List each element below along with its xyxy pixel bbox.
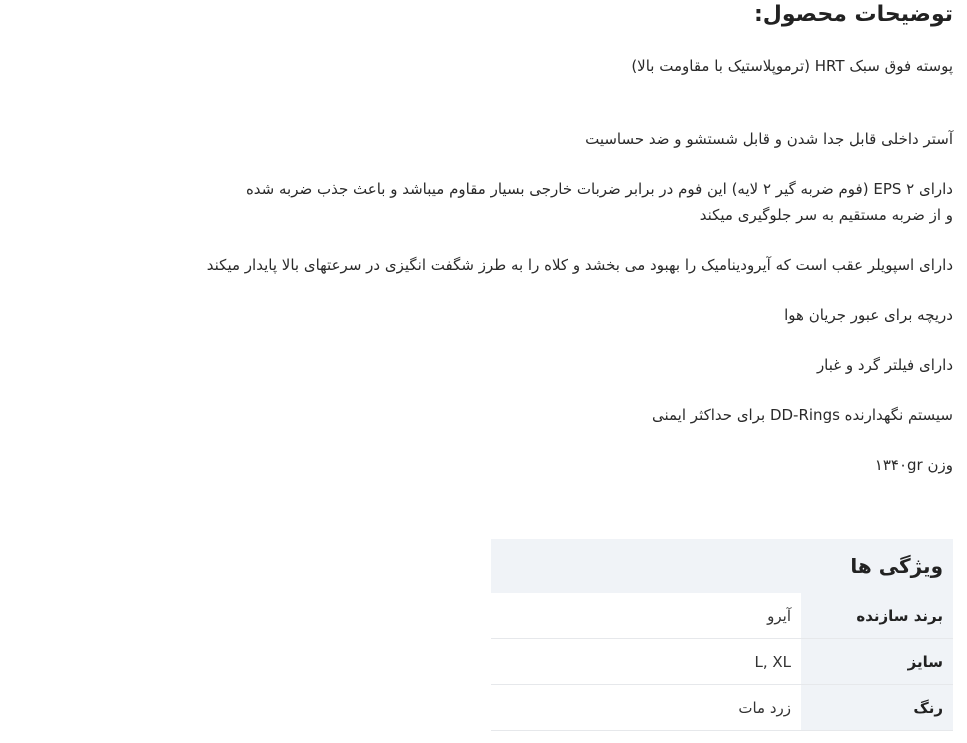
specs-header: [491, 539, 953, 593]
description-line-eps-cont: و از ضربه مستقیم به سر جلوگیری میکند: [699, 206, 953, 224]
spec-value-color: [491, 685, 801, 730]
description-line-vents: دریچه برای عبور جریان هوا: [784, 306, 953, 324]
description-line-weight: وزن ۱۳۴۰gr: [874, 456, 953, 474]
spec-value-size-text: L, XL: [754, 652, 791, 671]
spec-key-brand-label: برند سازنده: [856, 606, 943, 625]
description-line-eps: دارای EPS ۲ (فوم ضربه گیر ۲ لایه) این فوم در برابر ضربات خارجی بسیار مقاوم میباشد و باعث جذب ضربه شده: [245, 180, 953, 198]
specs-title: ویژگی ها: [850, 554, 943, 578]
spec-key-brand: [801, 593, 953, 638]
description-line-dd-rings: سیستم نگهدارنده DD-Rings برای حداکثر ایمنی: [651, 406, 953, 424]
description-line-spoiler: دارای اسپویلر عقب است که آیرودینامیک را بهبود می بخشد و کلاه را به طرز شگفت انگیزی در سرعتهای بالا پایدار میکند: [206, 256, 953, 274]
specs-table: [491, 539, 953, 731]
spec-row-color: [491, 685, 953, 731]
spec-value-size: [491, 639, 801, 684]
description-title: توضیحات محصول:: [753, 2, 953, 27]
spec-value-color-text: زرد مات: [738, 698, 791, 717]
spec-key-color-label: رنگ: [913, 698, 943, 717]
spec-key-size-label: سایز: [907, 652, 943, 671]
description-line-liner: آستر داخلی قابل جدا شدن و قابل شستشو و ضد حساسیت: [585, 130, 953, 148]
spec-value-brand: [491, 593, 801, 638]
description-line-shell: پوسته فوق سبک HRT (ترموپلاستیک با مقاومت بالا): [631, 57, 953, 75]
spec-key-color: [801, 685, 953, 730]
spec-value-brand-text: آیرو: [767, 606, 791, 625]
spec-row-size: [491, 639, 953, 685]
spec-row-brand: [491, 593, 953, 639]
description-line-filter: دارای فیلتر گرد و غبار: [816, 356, 953, 374]
spec-key-size: [801, 639, 953, 684]
